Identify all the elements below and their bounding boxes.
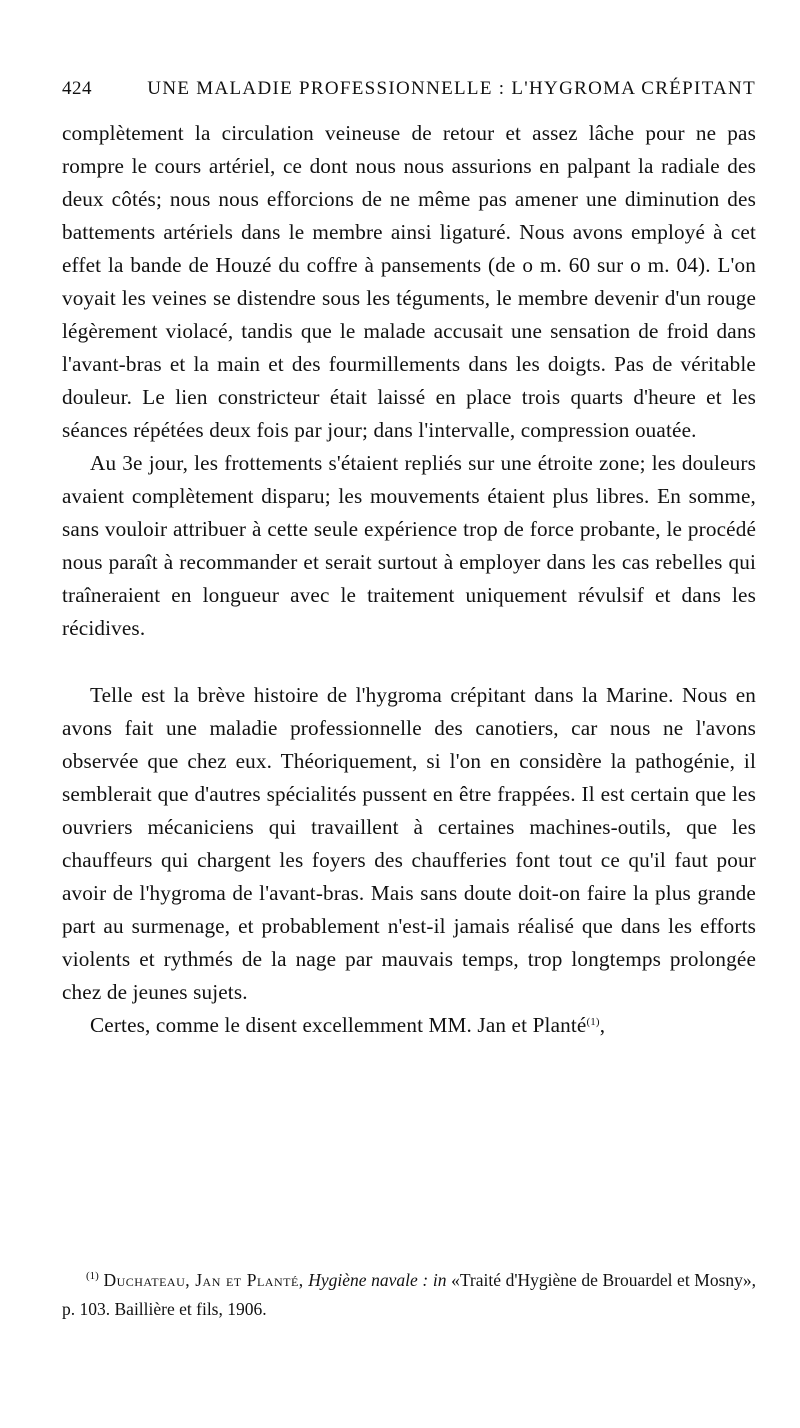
footnote bbox=[62, 1266, 756, 1324]
running-header bbox=[62, 78, 756, 102]
paragraph-4-text: Certes, comme le disent excellemment MM. Jan et Planté bbox=[90, 1013, 587, 1037]
paragraph-4 bbox=[62, 1009, 756, 1042]
paragraph-2: Au 3e jour, les frottements s'étaient repliés sur une étroite zone; les douleurs avaient complètement disparu; les mouvements étaient plus libres. En somme, sans vouloir attribuer à cette seule expérience trop de force probante, le procédé nous paraît à recommander et serait surtout à employer dans les cas rebelles qui traîneraient en longueur avec le traitement uniquement révulsif et dans les récidives. bbox=[62, 451, 756, 640]
footnote-marker: (1) bbox=[86, 1270, 99, 1282]
page-number: 424 bbox=[62, 78, 92, 99]
footnote-authors: Duchateau, Jan et Planté, bbox=[103, 1270, 304, 1290]
footnote-reference-details: «Traité d'Hygiène de Brouardel et Mosny», p. 103. Baillière et fils, 1906. bbox=[62, 1270, 757, 1319]
main-text bbox=[62, 117, 756, 1042]
running-title: UNE MALADIE PROFESSIONNELLE : L'HYGROMA CRÉPITANT bbox=[147, 78, 756, 99]
paragraph-4-end: , bbox=[599, 1013, 606, 1037]
footnote-title: Hygiène navale : in bbox=[308, 1270, 447, 1290]
paragraph-3: Telle est la brève histoire de l'hygroma crépitant dans la Marine. Nous en avons fait une maladie professionnelle des canotiers, car nous ne l'avons observée que chez eux. Théoriquement, si l'on en considère la pathogénie, il semblerait que d'autres spécialités pussent en être frappées. Il est certain que les ouvriers mécaniciens qui travaillent à certaines machines-outils, que les chauffeurs qui chargent les foyers des chaufferies font tout ce qu'il faut pour avoir de l'hygroma de l'avant-bras. Mais sans doute doit-on faire la plus grande part au surmenage, et probablement n'est-il jamais réalisé que dans les efforts violents et rythmés de la nage par mauvais temps, trop longtemps prolongée chez de jeunes sujets. bbox=[62, 683, 756, 1004]
paragraph-1: complètement la circulation veineuse de retour et assez lâche pour ne pas rompre le cours artériel, ce dont nous nous assurions en palpant la radiale des deux côtés; nous nous efforcions de ne même pas amener une diminution des battements artériels dans le membre ainsi ligaturé. Nous avons employé à cet effet la bande de Houzé du coffre à pansements (de o m. 60 sur o m. 04). L'on voyait les veines se distendre sous les téguments, le membre devenir d'un rouge légèrement violacé, tandis que le malade accusait une sensation de froid dans l'avant-bras et la main et des fourmillements dans les doigts. Pas de véritable douleur. Le lien constricteur était laissé en place trois quarts d'heure et les séances répétées deux fois par jour; dans l'intervalle, compression ouatée. bbox=[62, 121, 756, 442]
footnote-reference: (1) bbox=[586, 1016, 600, 1028]
